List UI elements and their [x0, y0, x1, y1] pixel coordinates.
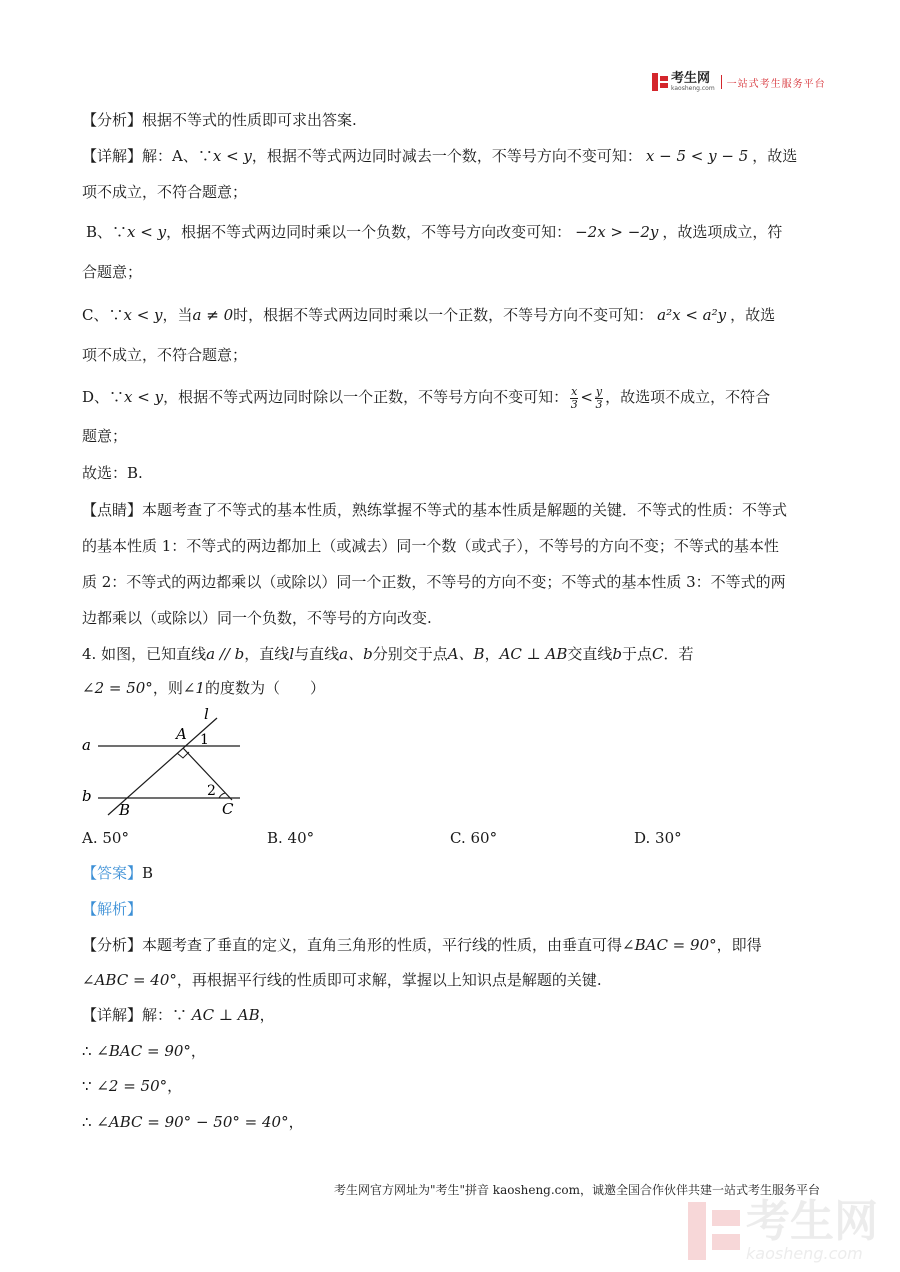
solution-step-3: ∵ ∠2 = 50°， [82, 1077, 183, 1095]
solution-analysis-2: ∠ABC = 40°，再根据平行线的性质即可求解，掌握以上知识点是解题的关键. [82, 971, 602, 989]
label-A: A [176, 725, 187, 743]
solution-label: 【解析】 [82, 900, 143, 918]
option-c: C. 60° [450, 829, 498, 847]
geometry-figure [80, 703, 250, 818]
comment-line-2: 的基本性质 1：不等式的两边都加上（或减去）同一个数（或式子），不等号的方向不变；不等式的基本性 [82, 537, 779, 555]
label-angle-2: 2 [207, 783, 216, 799]
comment-line-1: 【点睛】本题考查了不等式的基本性质，熟练掌握不等式的基本性质是解题的关键．不等式的性质：不等式 [82, 501, 788, 519]
option-d: D. 30° [634, 829, 682, 847]
watermark-name: 考生网 [746, 1196, 878, 1247]
solution-step-4: ∴ ∠ABC = 90° − 50° = 40°， [82, 1113, 304, 1131]
option-a: A. 50° [82, 829, 129, 847]
question4-line-2: ∠2 = 50°，则∠1的度数为（ ） [82, 679, 325, 697]
label-l: l [204, 705, 209, 723]
comment-line-4: 边都乘以（或除以）同一个负数，不等号的方向改变. [82, 609, 432, 627]
logo-name: 考生网 [671, 71, 711, 86]
detail-line-c: C、∵x < y，当a ≠ 0时，根据不等式两边同时乘以一个正数，不等号方向不变可知： a²x < a²y ，故选 [82, 306, 776, 324]
solution-step-2: ∴ ∠BAC = 90°， [82, 1042, 206, 1060]
option-b: B. 40° [267, 829, 315, 847]
logo-slogan: 一站式考生服务平台 [726, 78, 826, 90]
detail-line-b: B、∵x < y，根据不等式两边同时乘以一个负数，不等号方向改变可知： −2x > −2y ，故选项成立，符 [86, 223, 783, 241]
choice-line: 故选：B. [82, 464, 143, 482]
answer-line: 【答案】B [82, 864, 154, 882]
logo-url: kaosheng.com [671, 85, 715, 92]
solution-step-1: 【详解】解：∵ AC ⊥ AB， [82, 1006, 275, 1024]
question4-line-1: 4. 如图，已知直线a // b，直线l与直线a、b分别交于点A、B，AC ⊥ AB交直线b于点C．若 [82, 645, 694, 663]
comment-line-3: 质 2：不等式的两边都乘以（或除以）同一个正数，不等号的方向不变；不等式的基本性质 3：不等式的两 [82, 573, 786, 591]
label-angle-1: 1 [200, 732, 209, 748]
detail-line-a2: 项不成立，不符合题意； [82, 183, 248, 201]
kaosheng-logo-icon [652, 73, 668, 91]
label-b: b [82, 787, 92, 805]
footer-text: 考生网官方网址为"考生"拼音 kaosheng.com，诚邀全国合作伙伴共建一站式考生服务平台 [333, 1183, 820, 1197]
angle-2-arc [219, 793, 225, 798]
watermark-logo-icon [688, 1202, 740, 1260]
watermark [688, 1196, 878, 1263]
analysis-line: 【分析】根据不等式的性质即可求出答案. [82, 111, 357, 129]
detail-line-d2: 题意； [82, 427, 128, 445]
detail-line-c2: 项不成立，不符合题意； [82, 346, 248, 364]
watermark-url: kaosheng.com [746, 1244, 863, 1263]
detail-line-b2: 合题意； [82, 263, 143, 281]
solution-analysis-1: 【分析】本题考查了垂直的定义，直角三角形的性质，平行线的性质，由垂直可得∠BAC = 90°，即得 [82, 936, 762, 954]
detail-line-d: D、∵x < y，根据不等式两边同时除以一个正数，不等号方向不变可知： $\frac{x}{3}$ < $\frac{y}{3}$ ，故选项不成立，不符合 [82, 384, 771, 411]
header-logo [652, 72, 826, 92]
label-B: B [119, 801, 131, 818]
label-a: a [82, 736, 91, 754]
detail-line-a: 【详解】解：A、∵x < y，根据不等式两边同时减去一个数，不等号方向不变可知： x − 5 < y − 5 ，故选 [82, 147, 798, 165]
label-C: C [222, 800, 234, 818]
